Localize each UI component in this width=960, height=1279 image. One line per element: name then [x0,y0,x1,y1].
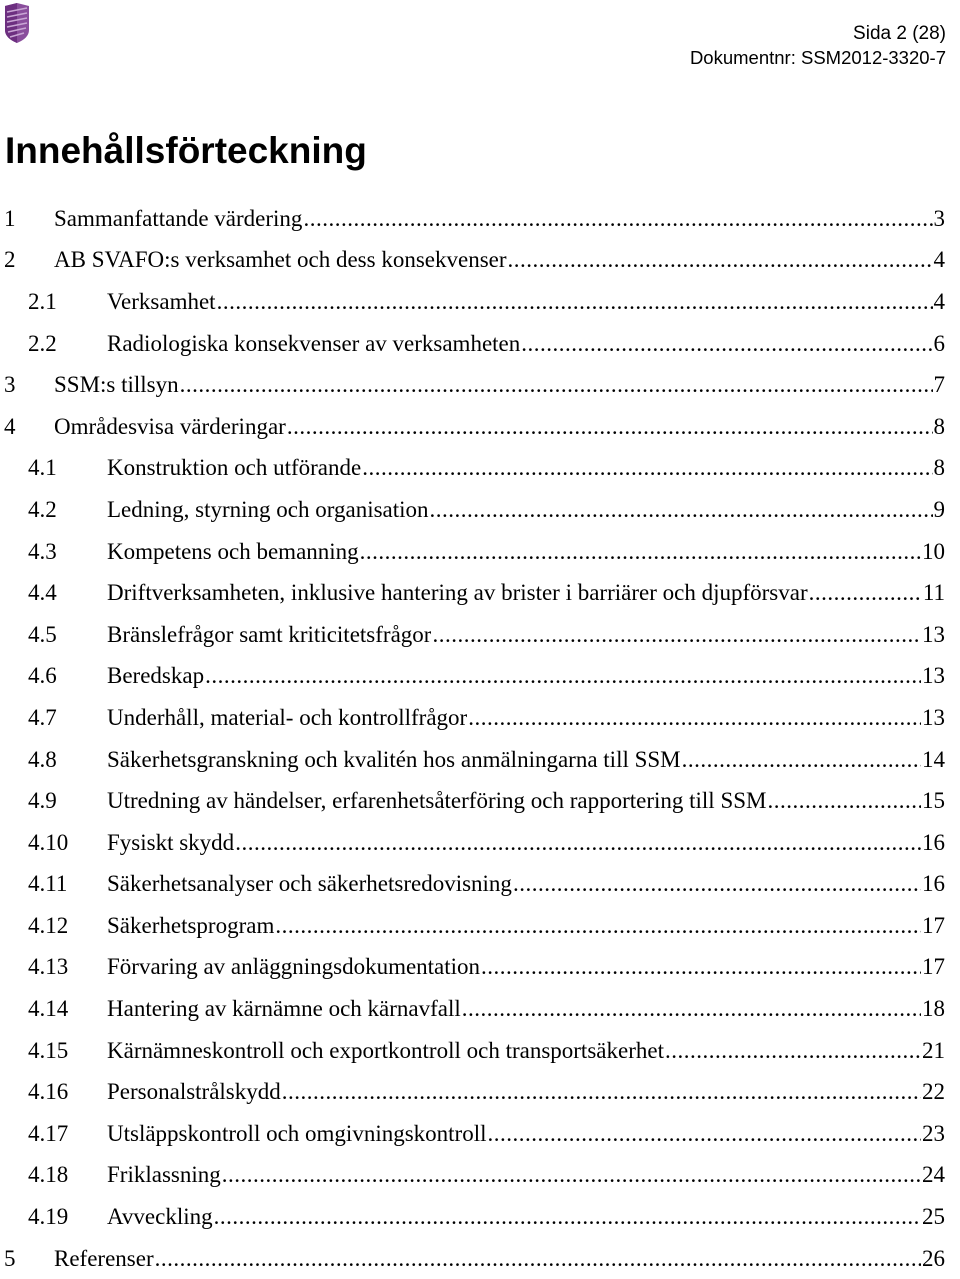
toc-entry-number: 4.3 [28,538,57,564]
toc-entry-title: SSM:s tillsyn [54,372,179,398]
toc-entry-number: 4.1 [28,455,57,481]
toc-dot-leader [508,247,933,273]
toc-entry-page: 26 [922,1245,945,1271]
toc-entry-number: 2 [4,247,16,273]
toc-entry-number: 4.16 [28,1079,69,1105]
toc-dot-leader [521,331,932,357]
page-header [690,22,946,70]
toc-entry-title: Förvaring av anläggningsdokumentation [107,954,481,980]
toc-entry-page: 9 [933,496,945,522]
toc-entry-title: Säkerhetsanalyser och säkerhetsredovisning [107,871,512,897]
toc-dot-leader [462,996,921,1022]
toc-entry-title: Bränslefrågor samt kriticitetsfrågor [107,621,432,647]
toc-entry-page: 4 [933,288,945,314]
toc-entry-title: Avveckling [107,1204,213,1230]
toc-entry-number: 4 [4,413,16,439]
toc-entry-title: Säkerhetsprogram [107,912,275,938]
toc-entry[interactable] [0,1196,945,1238]
toc-dot-leader [682,747,921,773]
toc-dot-leader [275,913,921,939]
document-number: Dokumentnr: SSM2012-3320-7 [689,47,946,68]
toc-entry[interactable] [0,864,945,906]
toc-entry[interactable] [0,988,945,1030]
toc-entry-page: 16 [922,871,945,897]
toc-entry-page: 23 [922,1120,945,1146]
toc-entry-number: 4.18 [28,1162,69,1188]
toc-entry[interactable] [0,656,945,698]
toc-entry-page: 22 [922,1079,945,1105]
toc-entry-number: 4.12 [28,912,69,938]
toc-entry[interactable] [0,531,945,573]
toc-dot-leader [481,954,921,980]
toc-entry-page: 13 [922,704,945,730]
toc-dot-leader [180,372,933,398]
toc-dot-leader [767,788,921,814]
toc-entry[interactable] [0,1238,945,1279]
toc-dot-leader [513,871,921,897]
toc-entry-page: 4 [933,247,945,273]
toc-entry-page: 3 [933,205,945,231]
toc-entry-number: 4.13 [28,954,69,980]
toc-entry-title: Säkerhetsgranskning och kvalitén hos anmälningarna till SSM [107,746,681,772]
toc-entry-number: 4.14 [28,996,69,1022]
toc-entry[interactable] [0,240,945,282]
toc-entry-number: 4.8 [28,746,57,772]
toc-entry-number: 4.17 [28,1120,69,1146]
toc-entry-page: 14 [922,746,945,772]
toc-entry-page: 10 [922,538,945,564]
toc-entry[interactable] [0,448,945,490]
toc-entry-page: 15 [922,788,945,814]
toc-entry[interactable] [0,281,945,323]
toc-entry-number: 4.15 [28,1037,69,1063]
toc-entry-title: Underhåll, material- och kontrollfrågor [107,704,468,730]
toc-entry[interactable] [0,406,945,448]
toc-entry-title: AB SVAFO:s verksamhet och dess konsekvenser [54,247,507,273]
toc-entry-number: 4.19 [28,1204,69,1230]
toc-entry-title: Konstruktion och utförande [107,455,362,481]
toc-dot-leader [205,663,921,689]
toc-entry-page: 13 [922,663,945,689]
toc-entry[interactable] [0,1113,945,1155]
toc-entry[interactable] [0,947,945,989]
toc-entry-page: 16 [922,829,945,855]
toc-entry-title: Sammanfattande värdering [54,205,303,231]
toc-entry-page: 8 [933,413,945,439]
toc-dot-leader [488,1121,922,1147]
ssm-logo-icon [3,2,31,44]
toc-entry-page: 11 [922,580,945,606]
toc-entry[interactable] [0,1155,945,1197]
toc-dot-leader [432,622,921,648]
toc-entry-number: 4.4 [28,580,57,606]
toc-entry-title: Personalstrålskydd [107,1079,281,1105]
toc-entry-number: 4.2 [28,496,57,522]
toc-entry-page: 24 [922,1162,945,1188]
toc-entry-page: 8 [933,455,945,481]
toc-entry[interactable] [0,198,945,240]
toc-entry-title: Radiologiska konsekvenser av verksamheten [107,330,521,356]
toc-dot-leader [217,289,933,315]
toc-entry[interactable] [0,780,945,822]
toc-entry-title: Friklassning [107,1162,221,1188]
toc-dot-leader [665,1038,921,1064]
toc-dot-leader [287,414,933,440]
toc-entry-number: 3 [4,372,16,398]
toc-entry-number: 4.9 [28,788,57,814]
toc-entry-title: Hantering av kärnämne och kärnavfall [107,996,461,1022]
toc-dot-leader [214,1204,921,1230]
toc-entry[interactable] [0,697,945,739]
page-title: Innehållsförteckning [5,130,367,171]
toc-dot-leader [430,497,933,523]
toc-entry-number: 4.5 [28,621,57,647]
toc-entry[interactable] [0,364,945,406]
toc-dot-leader [809,580,922,606]
toc-entry-title: Kompetens och bemanning [107,538,359,564]
toc-dot-leader [362,455,932,481]
toc-entry[interactable] [0,323,945,365]
toc-entry[interactable] [0,489,945,531]
toc-entry-number: 4.6 [28,663,57,689]
toc-entry-page: 17 [922,954,945,980]
toc-entry[interactable] [0,822,945,864]
toc-entry-title: Kärnämneskontroll och exportkontroll och transportsäkerhet [107,1037,664,1063]
page-number-label: Sida 2 (28) [853,23,946,44]
toc-entry-title: Ledning, styrning och organisation [107,496,429,522]
toc-entry[interactable] [0,1071,945,1113]
toc-entry[interactable] [0,739,945,781]
toc-entry-number: 4.10 [28,829,69,855]
toc-entry[interactable] [0,1030,945,1072]
toc-entry-page: 18 [922,996,945,1022]
toc-entry-title: Beredskap [107,663,205,689]
toc-entry-title: Områdesvisa värderingar [54,413,286,439]
toc-dot-leader [360,539,921,565]
toc-dot-leader [235,830,921,856]
toc-entry[interactable] [0,905,945,947]
toc-dot-leader [468,705,921,731]
toc-entry-title: Utredning av händelser, erfarenhetsåterföring och rapportering till SSM [107,788,767,814]
table-of-contents [0,198,945,1279]
toc-entry-title: Driftverksamheten, inklusive hantering av brister i barriärer och djupförsvar [107,580,808,606]
toc-entry-page: 17 [922,912,945,938]
toc-entry-number: 1 [4,205,16,231]
toc-entry[interactable] [0,572,945,614]
toc-entry-title: Utsläppskontroll och omgivningskontroll [107,1120,487,1146]
toc-entry-page: 21 [922,1037,945,1063]
toc-entry-number: 4.11 [28,871,68,897]
toc-dot-leader [222,1162,921,1188]
toc-entry-title: Fysiskt skydd [107,829,235,855]
toc-entry-page: 13 [922,621,945,647]
toc-entry-number: 5 [4,1245,16,1271]
toc-entry-page: 25 [922,1204,945,1230]
toc-entry-page: 6 [933,330,945,356]
toc-dot-leader [282,1079,921,1105]
toc-entry-title: Verksamhet [107,288,216,314]
toc-entry-number: 2.1 [28,288,57,314]
toc-entry[interactable] [0,614,945,656]
toc-entry-title: Referenser [54,1245,154,1271]
toc-entry-page: 7 [933,372,945,398]
toc-entry-number: 2.2 [28,330,57,356]
toc-entry-number: 4.7 [28,704,57,730]
toc-dot-leader [303,206,932,232]
